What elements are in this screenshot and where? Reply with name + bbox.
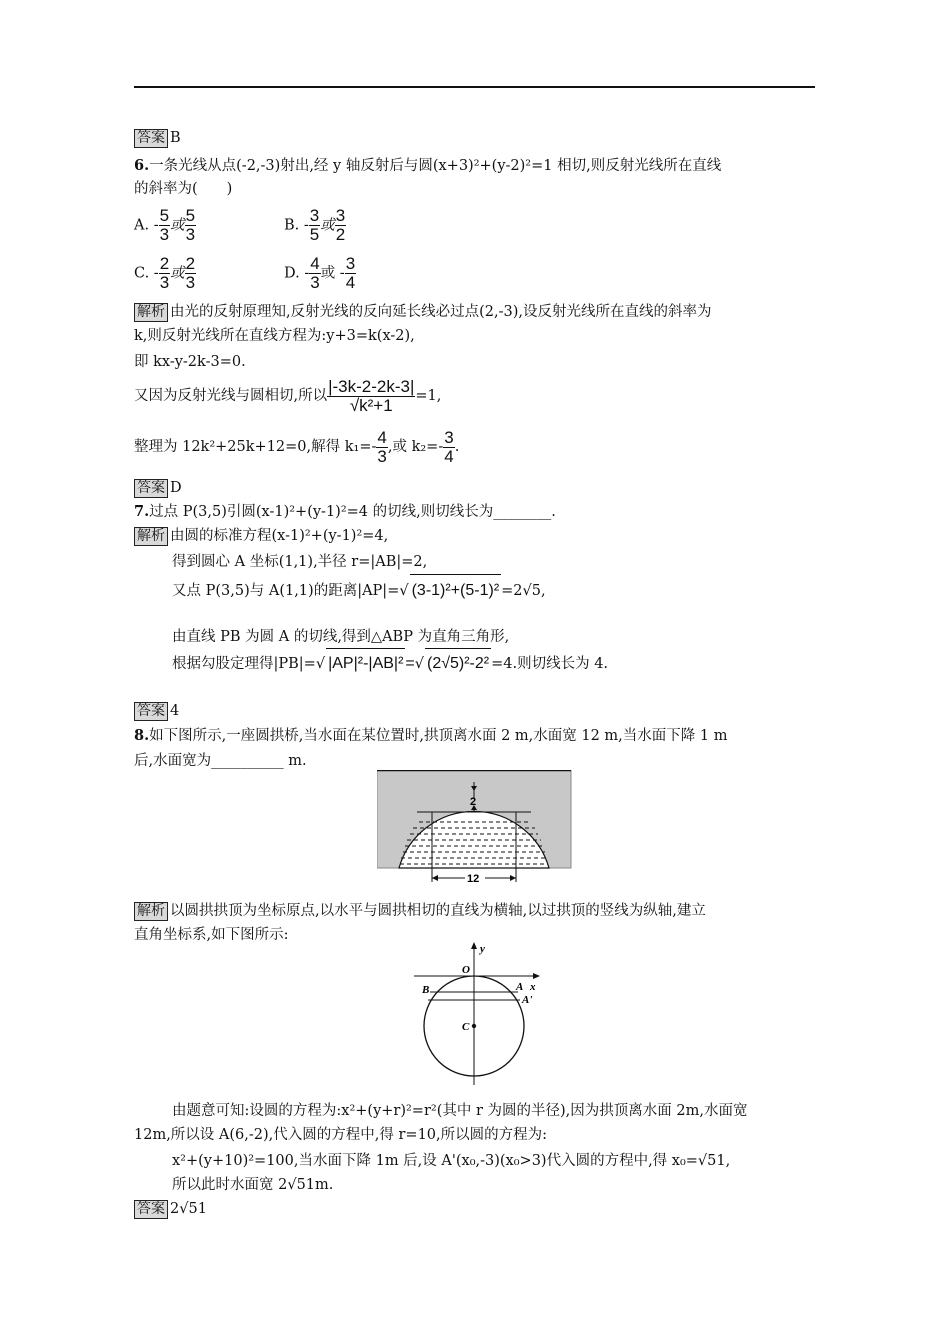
answer-8-line (134, 1199, 207, 1219)
answer-5-line (134, 128, 181, 148)
question-text: 如下图所示,一座圆拱桥,当水面在某位置时,拱顶离水面 2 m,水面宽 12 m,当水面下降 1 m (149, 728, 728, 744)
equals-sign: = (405, 655, 415, 672)
solution-text: 以圆拱拱顶为坐标原点,以水平与圆拱相切的直线为横轴,以过拱顶的竖线为纵轴,建立 (170, 903, 706, 919)
solution-8-line-3 (172, 1101, 747, 1121)
or-word: 或 - (320, 265, 345, 282)
denominator: 3 (377, 446, 387, 466)
solution-7-line-3: 又点 P(3,5)与 A(1,1)的距离|AP|=√ (3-1)²+(5-1)² =2√5, (172, 574, 546, 607)
fraction (159, 255, 170, 292)
answer-text: B (170, 130, 181, 146)
solution-7-line-1 (134, 526, 388, 546)
question-number: 6. (134, 157, 150, 174)
option-label: C. - (134, 265, 159, 282)
answer-tag: 答案 (134, 129, 168, 148)
point-c-label: C (462, 1021, 470, 1033)
denominator: 3 (185, 273, 196, 292)
x-axis-arrow-icon (533, 973, 540, 979)
solution-7-line-2 (172, 552, 427, 572)
solution-7-line-4 (172, 627, 509, 647)
solution-8-line-2 (134, 925, 289, 945)
solution-8-line-5 (172, 1151, 730, 1171)
header-rule (134, 86, 815, 88)
solution-6-line-2 (134, 326, 415, 346)
coordinate-circle-figure (408, 940, 548, 1086)
sqrt-expression: (3-1)²+(5-1)² (410, 574, 502, 607)
fraction (443, 429, 454, 466)
numerator: 3 (335, 206, 346, 225)
denominator: 3 (159, 225, 170, 244)
solution-7-line-5: 根据勾股定理得|PB|=√ |AP|²-|AB|² =√ (2√5)²-2² =4.则切线长为 4. (172, 648, 608, 679)
solution-text: 即 kx-y-2k-3=0. (134, 354, 246, 370)
numerator: 4 (377, 427, 387, 447)
distance-fraction (327, 378, 415, 415)
answer-tag: 答案 (134, 1200, 168, 1219)
solution-6-line-5 (134, 428, 459, 466)
numerator: 3 (345, 254, 356, 273)
solution-text: 根据勾股定理得|PB|= (172, 656, 316, 672)
solution-text: 整理为 12k²+25k+12=0,解得 k₁=- (134, 439, 377, 455)
origin-label: O (462, 964, 470, 976)
question-text: 的斜率为( ) (134, 181, 233, 197)
question-text: 后,水面宽为__________ m. (134, 753, 307, 769)
solution-text: =4.则切线长为 4. (491, 656, 609, 672)
denominator: 4 (444, 446, 454, 466)
option-label: A. - (134, 217, 159, 234)
fraction (335, 207, 346, 244)
center-point (472, 1024, 476, 1028)
solution-6-line-3 (134, 352, 246, 372)
fraction (376, 429, 387, 466)
question-6-line-1 (134, 156, 721, 176)
solution-tag: 解析 (134, 527, 168, 546)
denominator: 4 (345, 273, 356, 292)
solution-8-line-1 (134, 901, 706, 921)
solution-text: k,则反射光线所在直线方程为:y+3=k(x-2), (134, 328, 415, 344)
solution-tag: 解析 (134, 303, 168, 322)
answer-text: 2√51 (170, 1201, 207, 1217)
arrow-left-icon (432, 875, 438, 881)
height-label: 2 (470, 796, 477, 808)
answer-text: 4 (170, 703, 180, 719)
answer-tag: 答案 (134, 479, 168, 498)
numerator: 4 (310, 254, 320, 273)
denominator: 3 (185, 225, 196, 244)
denominator: 3 (310, 273, 320, 292)
y-label: y (480, 943, 485, 955)
solution-text: 所以此时水面宽 2√51m. (172, 1177, 334, 1193)
solution-text: 直角坐标系,如下图所示: (134, 927, 289, 943)
fraction (309, 255, 320, 292)
numerator: 2 (185, 254, 196, 273)
option-d (284, 255, 356, 292)
question-6-line-2 (134, 179, 232, 199)
or-word: 或 (320, 217, 335, 234)
question-number: 7. (134, 503, 150, 520)
solution-text: 又因为反射光线与圆相切,所以 (134, 388, 328, 404)
sqrt-expression: (2√5)²-2² (425, 648, 491, 679)
denominator: 2 (335, 225, 346, 244)
denominator: 3 (159, 273, 170, 292)
answer-text: D (170, 480, 182, 496)
point-a-prime-label: A' (522, 994, 533, 1006)
fraction (309, 207, 320, 244)
numerator: 3 (444, 427, 454, 447)
option-b (284, 207, 346, 244)
numerator: |-3k-2-2k-3| (328, 376, 415, 396)
option-a (134, 207, 196, 244)
solution-text: 由题意可知:设圆的方程为:x²+(y+r)²=r²(其中 r 为圆的半径),因为拱顶离水面 2m,水面宽 (172, 1103, 748, 1119)
solution-8-line-6 (172, 1175, 333, 1195)
numerator: 5 (185, 206, 196, 225)
solution-text: 12m,所以设 A(6,-2),代入圆的方程中,得 r=10,所以圆的方程为: (134, 1127, 548, 1143)
solution-6-line-4 (134, 373, 441, 419)
fraction (159, 207, 170, 244)
answer-6-line (134, 478, 182, 498)
question-text: 一条光线从点(-2,-3)射出,经 y 轴反射后与圆(x+3)²+(y-2)²=1 相切,则反射光线所在直线 (149, 158, 722, 174)
solution-text: 由圆的标准方程(x-1)²+(y-1)²=4, (170, 528, 389, 544)
numerator: 3 (309, 206, 320, 225)
numerator: 5 (159, 206, 170, 225)
solution-text: 由光的反射原理知,反射光线的反向延长线必过点(2,-3),设反射光线所在直线的斜率为 (170, 304, 712, 320)
option-c (134, 255, 196, 292)
solution-6-line-1 (134, 302, 712, 322)
or-word: 或 (170, 217, 185, 234)
sqrt-expression: |AP|²-|AB|² (326, 648, 405, 679)
option-label: B. - (284, 217, 309, 234)
solution-text: x²+(y+10)²=100,当水面下降 1m 后,设 A'(x₀,-3)(x₀>3)代入圆的方程中,得 x₀=√51, (172, 1153, 731, 1169)
question-8-line-1 (134, 726, 728, 746)
fraction (185, 207, 196, 244)
denominator: √k²+1 (349, 395, 393, 415)
or-word: 或 (170, 265, 185, 282)
solution-text: . (454, 439, 460, 455)
solution-text: 又点 P(3,5)与 A(1,1)的距离|AP|= (172, 583, 400, 599)
arch-bridge-figure (377, 770, 573, 885)
answer-7-line (134, 701, 179, 721)
solution-8-line-4 (134, 1125, 547, 1145)
arrow-right-icon (510, 875, 516, 881)
width-label: 12 (467, 873, 480, 885)
option-label: D. - (284, 265, 310, 282)
point-b-label: B (422, 984, 430, 996)
solution-text: ,或 k₂=- (387, 439, 444, 455)
solution-text: 由直线 PB 为圆 A 的切线,得到△ABP 为直角三角形, (172, 629, 510, 645)
question-text: 过点 P(3,5)引圆(x-1)²+(y-1)²=4 的切线,则切线长为________. (149, 504, 556, 520)
question-8-line-2 (134, 751, 307, 771)
solution-text: =1, (415, 388, 442, 404)
fraction (185, 255, 196, 292)
denominator: 5 (309, 225, 320, 244)
x-label: x (530, 981, 536, 993)
question-number: 8. (134, 727, 150, 744)
solution-tag: 解析 (134, 902, 168, 921)
numerator: 2 (159, 254, 170, 273)
point-a-label: A (516, 981, 524, 993)
question-7-line (134, 502, 556, 522)
answer-tag: 答案 (134, 702, 168, 721)
solution-text: =2√5, (501, 583, 546, 599)
fraction (345, 255, 356, 292)
solution-text: 得到圆心 A 坐标(1,1),半径 r=|AB|=2, (172, 554, 428, 570)
y-axis-arrow-icon (471, 942, 477, 949)
